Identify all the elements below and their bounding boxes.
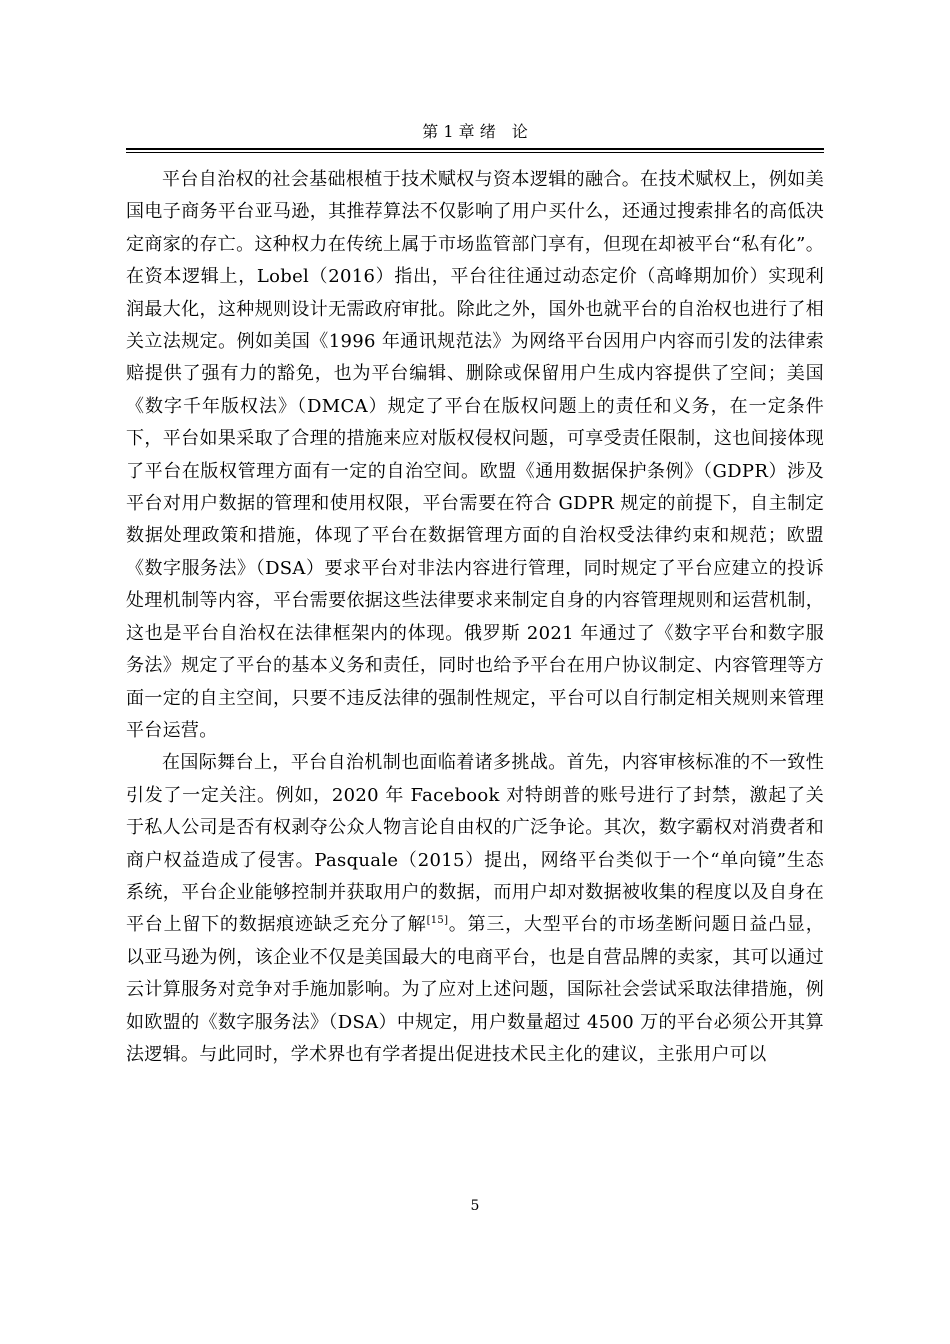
header-rule-thin	[126, 152, 824, 153]
paragraph-text-before-citation: 在国际舞台上，平台自治机制也面临着诸多挑战。首先，内容审核标准的不一致性引发了一定关注。例如，2020 年 Facebook 对特朗普的账号进行了封禁，激起了关于私人公司是否有权剥夺公众人物言论自由权的广泛争论。其次，数字霸权对消费者和商户权益造成了侵害。Pasquale（2015）提出，网络平台类似于一个“单向镜”生态系统，平台企业能够控制并获取用户的数据，而用户却对数据被收集的程度以及自身在平台上留下的数据痕迹缺乏充分了解	[126, 752, 824, 936]
body-text	[126, 164, 824, 1071]
paragraph-international-challenges	[126, 747, 824, 1071]
paragraph-text-after-citation: 。第三，大型平台的市场垄断问题日益凸显，以亚马逊为例，该企业不仅是美国最大的电商平台，也是自营品牌的卖家，其可以通过云计算服务对竞争对手施加影响。为了应对上述问题，国际社会尝试采取法律措施，例如欧盟的《数字服务法》（DSA）中规定，用户数量超过 4500 万的平台必须公开其算法逻辑。与此同时，学术界也有学者提出促进技术民主化的建议，主张用户可以	[126, 914, 824, 1065]
running-header: 第 1 章 绪 论	[422, 122, 528, 141]
header-rule-thick	[126, 148, 824, 150]
citation-reference[interactable]: [15]	[426, 915, 449, 927]
paragraph-platform-autonomy: 平台自治权的社会基础根植于技术赋权与资本逻辑的融合。在技术赋权上，例如美国电子商务平台亚马逊，其推荐算法不仅影响了用户买什么，还通过搜索排名的高低决定商家的存亡。这种权力在传统上属于市场监管部门享有，但现在却被平台“私有化”。在资本逻辑上，Lobel（2016）指出，平台往往通过动态定价（高峰期加价）实现利润最大化，这种规则设计无需政府审批。除此之外，国外也就平台的自治权也进行了相关立法规定。例如美国《1996 年通讯规范法》为网络平台因用户内容而引发的法律索赔提供了强有力的豁免，也为平台编辑、删除或保留用户生成内容提供了空间；美国《数字千年版权法》（DMCA）规定了平台在版权问题上的责任和义务，在一定条件下，平台如果采取了合理的措施来应对版权侵权问题，可享受责任限制，这也间接体现了平台在版权管理方面有一定的自治空间。欧盟《通用数据保护条例》（GDPR）涉及平台对用户数据的管理和使用权限，平台需要在符合 GDPR 规定的前提下，自主制定数据处理政策和措施，体现了平台在数据管理方面的自治权受法律约束和规范；欧盟《数字服务法》（DSA）要求平台对非法内容进行管理，同时规定了平台应建立的投诉处理机制等内容，平台需要依据这些法律要求来制定自身的内容管理规则和运营机制，这也是平台自治权在法律框架内的体现。俄罗斯 2021 年通过了《数字平台和数字服务法》规定了平台的基本义务和责任，同时也给予平台在用户协议制定、内容管理等方面一定的自主空间，只要不违反法律的强制性规定，平台可以自行制定相关规则来管理平台运营。	[126, 169, 824, 741]
page-number: 5	[470, 1198, 480, 1214]
